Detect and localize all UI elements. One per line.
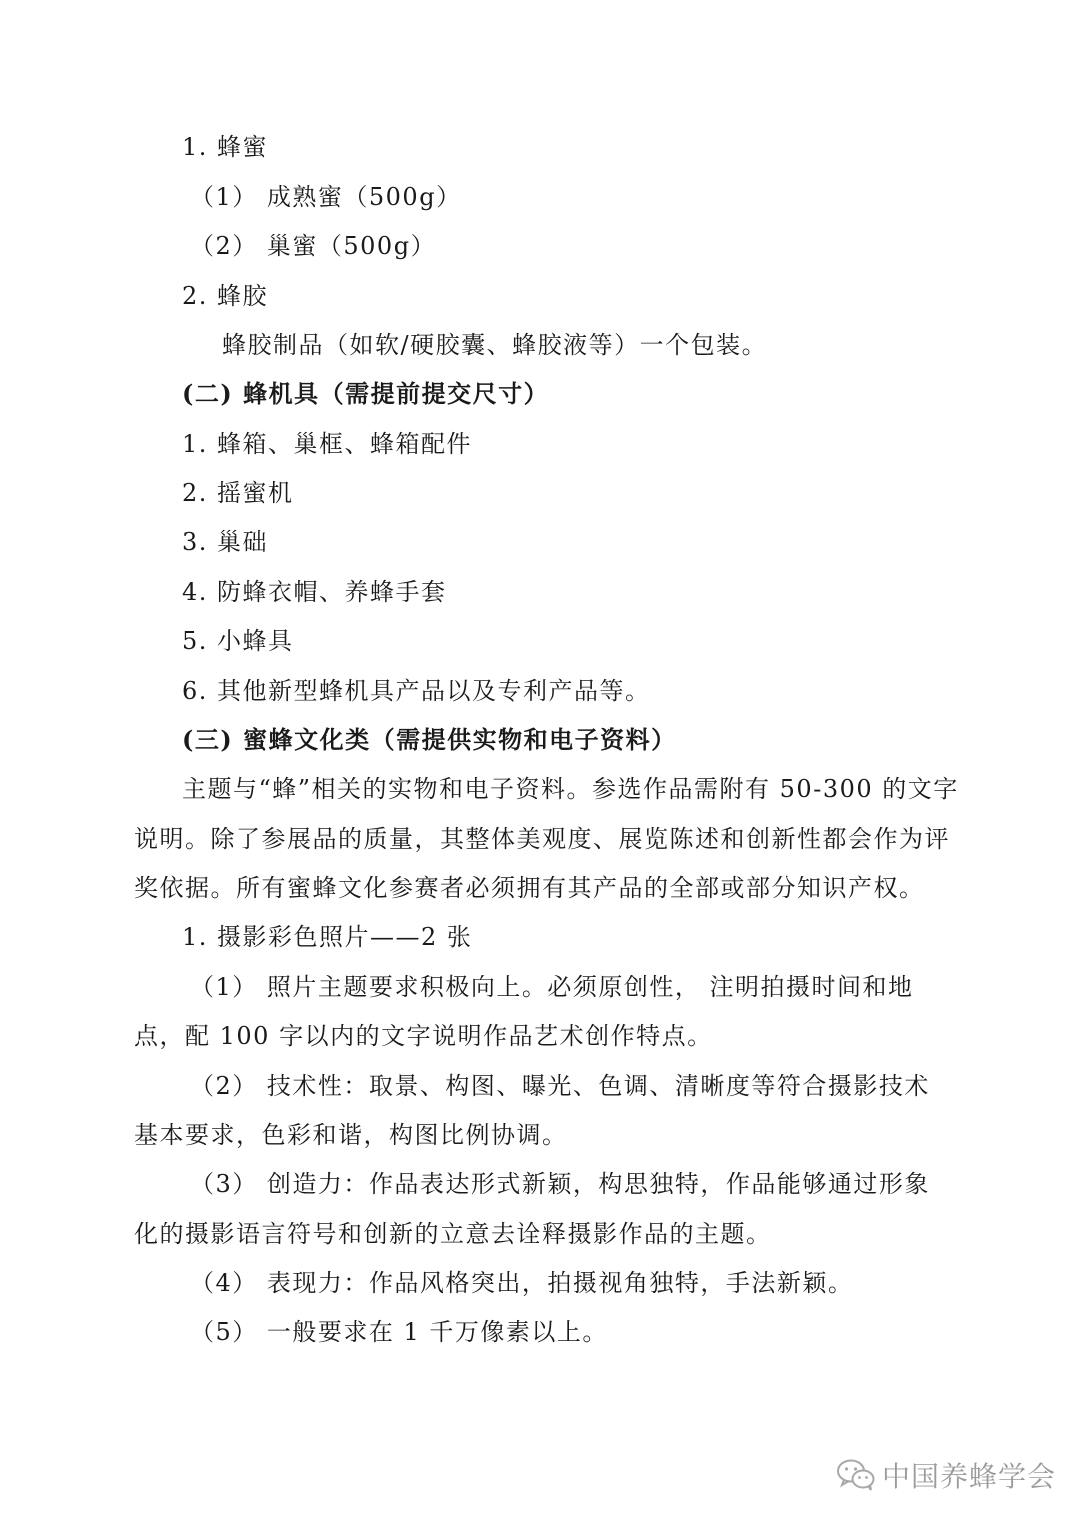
- photo-rule-3-line-2: 化的摄影语言符号和创新的立意去诠释摄影作品的主题。: [134, 1220, 772, 1248]
- culture-paragraph-line-3: 奖依据。所有蜜蜂文化参赛者必须拥有其产品的全部或部分知识产权。: [134, 874, 925, 902]
- item-propolis: 2. 蜂胶: [182, 282, 269, 310]
- tool-item-4: 4. 防蜂衣帽、养蜂手套: [182, 578, 447, 606]
- culture-paragraph-line-2: 说明。除了参展品的质量，其整体美观度、展览陈述和创新性都会作为评: [134, 825, 950, 853]
- tool-item-6: 6. 其他新型蜂机具产品以及专利产品等。: [182, 677, 651, 705]
- photo-rule-1-line-2: 点，配 100 字以内的文字说明作品艺术创作特点。: [134, 1022, 713, 1050]
- culture-paragraph-line-1: 主题与“蜂”相关的实物和电子资料。参选作品需附有 50-300 的文字: [182, 775, 959, 803]
- photo-rule-5: （5） 一般要求在 1 千万像素以上。: [190, 1318, 608, 1346]
- item-comb-honey: （2） 巢蜜（500g）: [190, 232, 437, 260]
- tool-item-2: 2. 摇蜜机: [182, 479, 294, 507]
- wechat-icon: [836, 1458, 876, 1492]
- photo-rule-4: （4） 表现力：作品风格突出，拍摄视角独特，手法新颖。: [190, 1269, 854, 1297]
- photo-item-heading: 1. 摄影彩色照片——2 张: [182, 923, 473, 951]
- photo-rule-3-line-1: （3） 创造力：作品表达形式新颖，构思独特，作品能够通过形象: [190, 1170, 930, 1198]
- watermark-text: 中国养蜂学会: [882, 1460, 1057, 1493]
- tool-item-1: 1. 蜂箱、巢框、蜂箱配件: [182, 430, 473, 458]
- watermark: [836, 1455, 1056, 1495]
- photo-rule-2-line-2: 基本要求，色彩和谐，构图比例协调。: [134, 1121, 568, 1149]
- item-honey: 1. 蜂蜜: [182, 133, 269, 161]
- photo-rule-1-line-1: （1） 照片主题要求积极向上。必须原创性， 注明拍摄时间和地: [190, 973, 914, 1001]
- tool-item-3: 3. 巢础: [182, 528, 269, 556]
- item-ripe-honey: （1） 成熟蜜（500g）: [190, 183, 462, 211]
- section-heading-bee-culture: (三) 蜜蜂文化类（需提供实物和电子资料）: [182, 725, 677, 754]
- section-heading-beekeeping-tools: (二) 蜂机具（需提前提交尺寸）: [182, 379, 550, 408]
- tool-item-5: 5. 小蜂具: [182, 627, 294, 655]
- propolis-description: 蜂胶制品（如软/硬胶囊、蜂胶液等）一个包装。: [222, 331, 768, 359]
- photo-rule-2-line-1: （2） 技术性：取景、构图、曝光、色调、清晰度等符合摄影技术: [190, 1072, 930, 1100]
